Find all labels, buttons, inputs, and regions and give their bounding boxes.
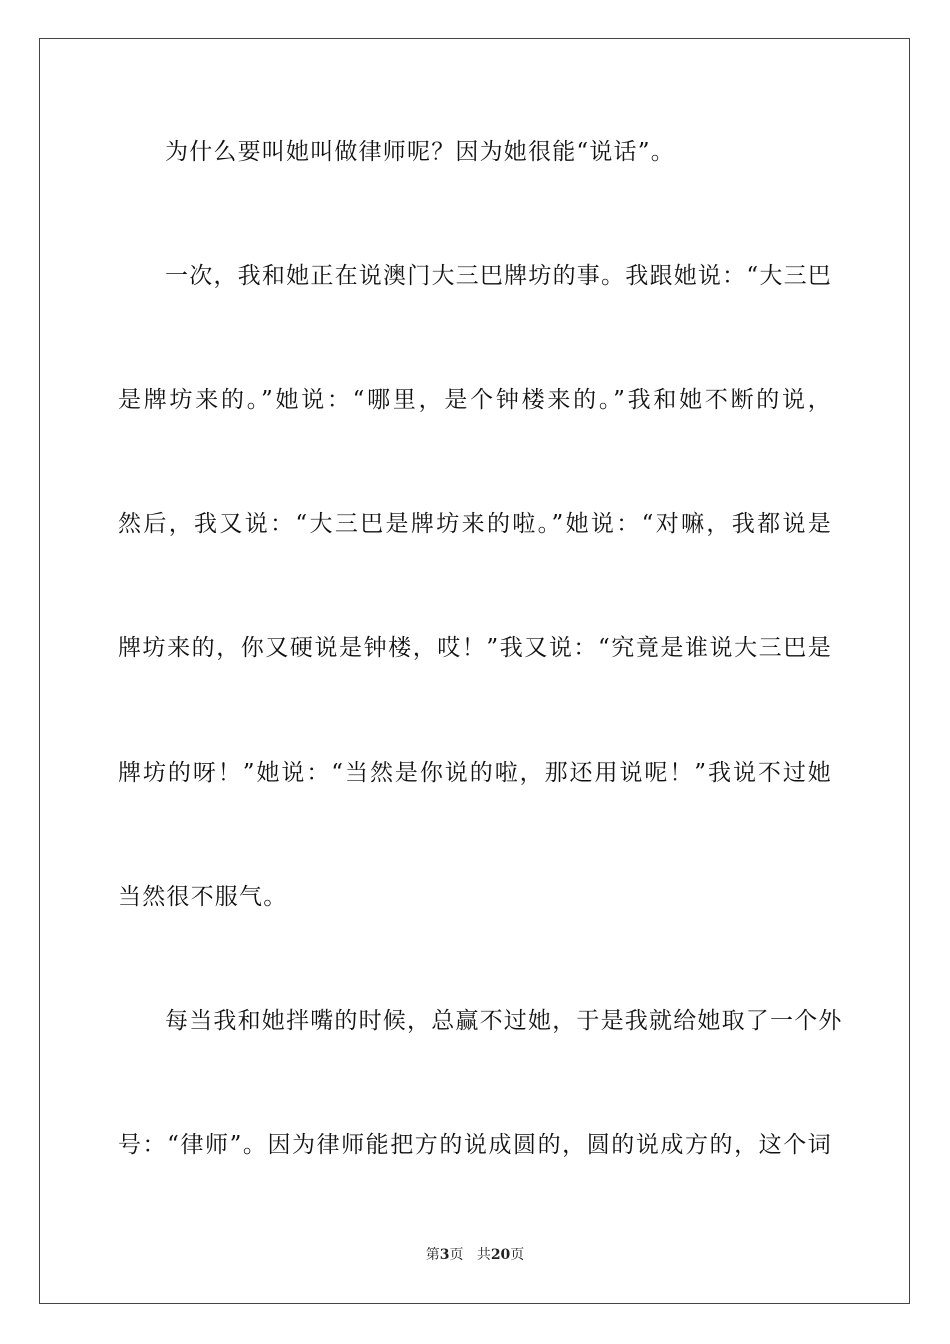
page-footer: [0, 1246, 950, 1264]
page-current: 3: [439, 1247, 450, 1263]
page-suffix: 页: [449, 1247, 464, 1263]
paragraph-line: 牌坊来的，你又硬说是钟楼，哎！”我又说：“究竟是谁说大三巴是: [118, 635, 832, 661]
paragraph-line: 牌坊的呀！”她说：“当然是你说的啦，那还用说呢！”我说不过她: [118, 760, 832, 786]
paragraph-line: 号：“律师”。因为律师能把方的说成圆的，圆的说成方的，这个词: [118, 1132, 832, 1158]
page-frame: [39, 38, 910, 1304]
page-total: 20: [490, 1247, 511, 1263]
page-prefix: 第: [425, 1247, 440, 1263]
paragraph-line: 为什么要叫她叫做律师呢？因为她很能“说话”。: [165, 139, 675, 165]
paragraph-line: 然后，我又说：“大三巴是牌坊来的啦。”她说：“对嘛，我都说是: [118, 511, 832, 537]
paragraph-line: 一次，我和她正在说澳门大三巴牌坊的事。我跟她说：“大三巴: [165, 263, 832, 289]
total-suffix: 页: [510, 1247, 525, 1263]
paragraph-line: 当然很不服气。: [118, 884, 288, 910]
paragraph-line: 是牌坊来的。”她说：“哪里，是个钟楼来的。”我和她不断的说，: [118, 387, 832, 413]
paragraph-line: 每当我和她拌嘴的时候，总赢不过她，于是我就给她取了一个外: [165, 1008, 843, 1034]
total-prefix: 共: [476, 1247, 491, 1263]
